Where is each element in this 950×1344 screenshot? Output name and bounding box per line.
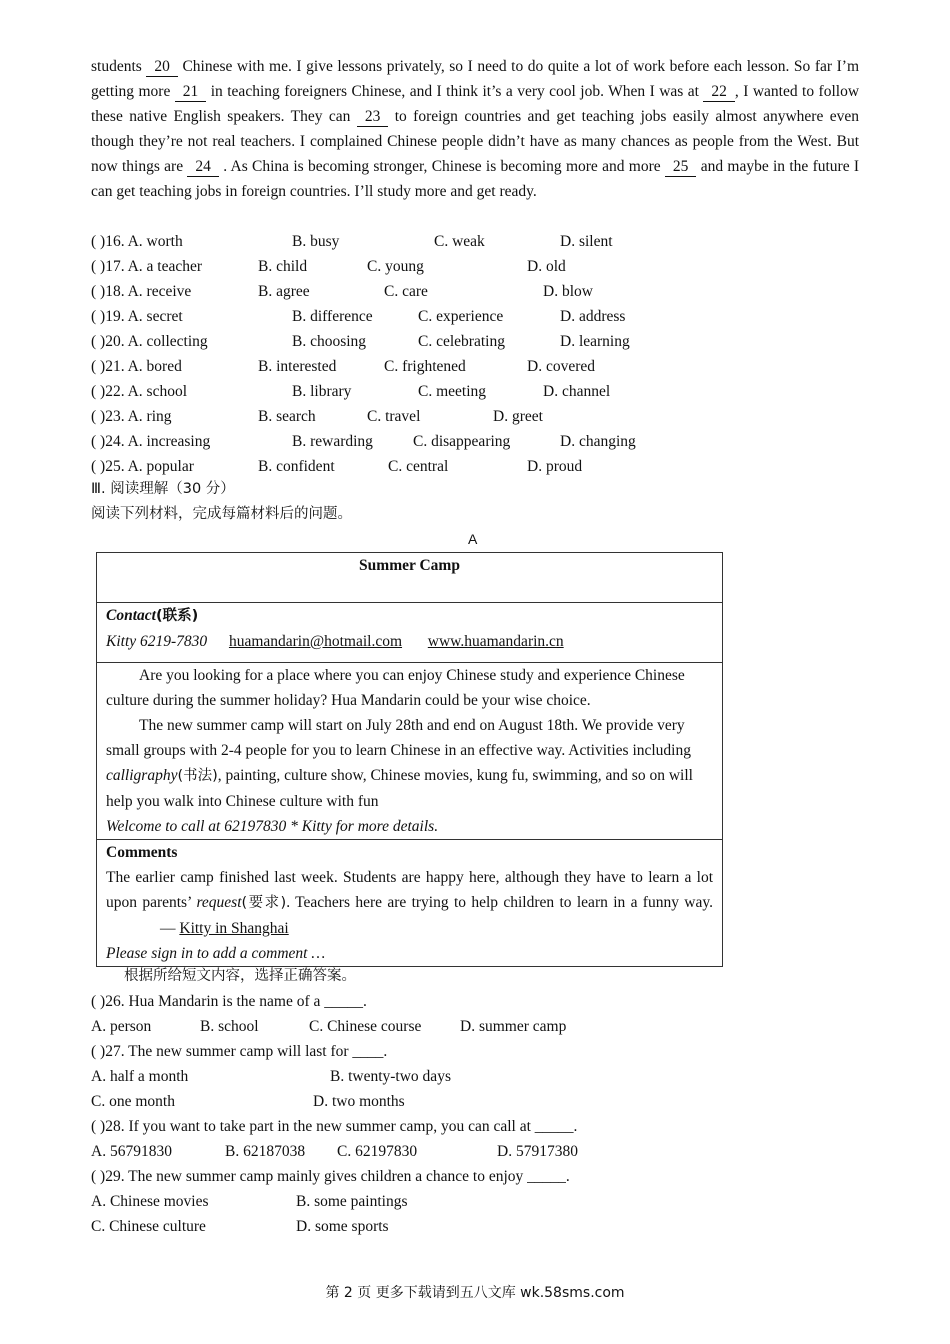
camp-cn-gloss: (书法): [177, 768, 218, 784]
cloze-option-21b[interactable]: B. interested: [258, 358, 337, 375]
comment-body: [106, 865, 713, 941]
cloze-question-23: ( )23. A. ring: [91, 408, 172, 425]
cloze-option-17d[interactable]: D. old: [527, 258, 566, 275]
comment-italic-word: request: [196, 894, 242, 911]
website-link[interactable]: www.huamandarin.cn: [427, 633, 564, 650]
option-26d[interactable]: D. summer camp: [460, 1018, 567, 1035]
cloze-option-22d[interactable]: D. channel: [543, 383, 611, 400]
cloze-option-24b[interactable]: B. rewarding: [292, 433, 373, 450]
camp-description-cell: [97, 663, 723, 840]
cloze-option-23c[interactable]: C. travel: [367, 408, 421, 425]
passage-text: students: [91, 58, 142, 75]
cloze-question-18: ( )18. A. receive: [91, 283, 192, 300]
cloze-question-24: ( )24. A. increasing: [91, 433, 211, 450]
cloze-question-17: ( )17. A. a teacher: [91, 258, 203, 275]
summer-camp-table: [96, 552, 723, 967]
signin-prompt[interactable]: Please sign in to add a comment …: [106, 945, 326, 962]
comment-text: . Teachers here are trying to help children to learn in a funny way.: [286, 894, 713, 911]
contact-name: Kitty 6219-7830: [106, 633, 208, 650]
camp-text: The new summer camp will start on July 28th and end on August 18th. We provide very small groups with 2-4 people for you to learn Chinese in an effective way. Activities including: [106, 717, 691, 759]
cloze-question-19: ( )19. A. secret: [91, 308, 183, 325]
cloze-option-19c[interactable]: C. experience: [418, 308, 504, 325]
cloze-question-22: ( )22. A. school: [91, 383, 188, 400]
cloze-question-16: ( )16. A. worth: [91, 233, 183, 250]
option-28c[interactable]: C. 62197830: [337, 1143, 418, 1160]
contact-label: Contact: [106, 607, 156, 624]
cloze-option-21d[interactable]: D. covered: [527, 358, 595, 375]
passage-text: Chinese with me. I give lessons privately, so I need to do quite a lot of work before each lesson. So far I’m getting more: [91, 58, 860, 100]
question-26: ( )26. Hua Mandarin is the name of a _____.: [91, 993, 367, 1010]
question-27: ( )27. The new summer camp will last for ____.: [91, 1043, 388, 1060]
passage-text: . As China is becoming stronger, Chinese is becoming more and more: [223, 158, 661, 175]
comments-cell: [97, 840, 723, 967]
blank-25: 25: [665, 158, 697, 177]
cloze-option-19b[interactable]: B. difference: [292, 308, 373, 325]
cloze-question-20: ( )20. A. collecting: [91, 333, 208, 350]
part-label: A: [468, 531, 478, 547]
camp-welcome: Welcome to call at 62197830 * Kitty for more details.: [106, 818, 439, 835]
option-28a[interactable]: A. 56791830: [91, 1143, 172, 1160]
option-28b[interactable]: B. 62187038: [225, 1143, 306, 1160]
blank-22: 22: [703, 83, 735, 102]
cloze-option-24c[interactable]: C. disappearing: [413, 433, 511, 450]
cloze-option-23d[interactable]: D. greet: [493, 408, 543, 425]
camp-title-cell: [97, 553, 723, 603]
cloze-option-16c[interactable]: C. weak: [434, 233, 485, 250]
cloze-question-21: ( )21. A. bored: [91, 358, 182, 375]
cloze-option-20c[interactable]: C. celebrating: [418, 333, 505, 350]
comment-author-link[interactable]: Kitty in Shanghai: [179, 920, 289, 937]
contact-cell: [97, 603, 723, 663]
blank-20: 20: [146, 58, 178, 77]
option-29d[interactable]: D. some sports: [296, 1218, 389, 1235]
cloze-option-18d[interactable]: D. blow: [543, 283, 593, 300]
option-26a[interactable]: A. person: [91, 1018, 152, 1035]
option-29b[interactable]: B. some paintings: [296, 1193, 408, 1210]
passage-text: in teaching foreigners Chinese, and I think it’s a very cool job. When I was at: [210, 83, 699, 100]
cloze-option-22c[interactable]: C. meeting: [418, 383, 487, 400]
cloze-option-17c[interactable]: C. young: [367, 258, 424, 275]
cloze-passage: [91, 54, 859, 204]
camp-title: Summer Camp: [359, 557, 460, 574]
cloze-option-20b[interactable]: B. choosing: [292, 333, 367, 350]
cloze-option-21c[interactable]: C. frightened: [384, 358, 466, 375]
cloze-option-18c[interactable]: C. care: [384, 283, 428, 300]
page-footer: 第 2 页 更多下载请到五八文库 wk.58sms.com: [325, 1285, 625, 1301]
option-26c[interactable]: C. Chinese course: [309, 1018, 422, 1035]
passage-text: and maybe in the future I can get teaching jobs in foreign countries. I’ll study more and get ready.: [91, 158, 860, 200]
question-28: ( )28. If you want to take part in the new summer camp, you can call at _____.: [91, 1118, 578, 1135]
cloze-option-17b[interactable]: B. child: [258, 258, 308, 275]
cloze-option-18b[interactable]: B. agree: [258, 283, 310, 300]
cloze-option-16d[interactable]: D. silent: [560, 233, 613, 250]
option-27b[interactable]: B. twenty-two days: [330, 1068, 451, 1085]
passage-text: , I wanted to follow these native English speakers. They can: [91, 83, 860, 125]
question-29: ( )29. The new summer camp mainly gives children a chance to enjoy _____.: [91, 1168, 570, 1185]
section-heading: Ⅲ. 阅读理解（30 分）: [91, 481, 235, 497]
cloze-option-25d[interactable]: D. proud: [527, 458, 583, 475]
blank-23: 23: [357, 108, 389, 127]
comment-cn-gloss: (要求): [241, 895, 287, 911]
cloze-option-23b[interactable]: B. search: [258, 408, 316, 425]
camp-paragraph-1: Are you looking for a place where you can enjoy Chinese study and experience Chinese culture during the summer holiday? Hua Mandarin could be your wise choice.: [106, 667, 685, 709]
cloze-option-16b[interactable]: B. busy: [292, 233, 340, 250]
cloze-option-20d[interactable]: D. learning: [560, 333, 630, 350]
questions-intro: 根据所给短文内容，选择正确答案。: [124, 968, 356, 984]
camp-text: , painting, culture show, Chinese movies, kung fu, swimming, and so on will help you walk into Chinese culture with fun: [106, 767, 693, 810]
option-29a[interactable]: A. Chinese movies: [91, 1193, 209, 1210]
cloze-option-19d[interactable]: D. address: [560, 308, 626, 325]
contact-label-cn: (联系): [155, 608, 199, 624]
cloze-option-22b[interactable]: B. library: [292, 383, 352, 400]
cloze-option-25b[interactable]: B. confident: [258, 458, 335, 475]
email-link[interactable]: huamandarin@hotmail.com: [228, 633, 403, 650]
option-29c[interactable]: C. Chinese culture: [91, 1218, 206, 1235]
option-28d[interactable]: D. 57917380: [497, 1143, 578, 1160]
option-27d[interactable]: D. two months: [313, 1093, 405, 1110]
comment-dash: —: [160, 920, 176, 937]
camp-italic-word: calligraphy: [106, 767, 178, 784]
blank-21: 21: [175, 83, 207, 102]
cloze-option-25c[interactable]: C. central: [388, 458, 449, 475]
camp-paragraph-2: [106, 713, 713, 814]
comments-label: Comments: [106, 844, 178, 861]
section-instruction: 阅读下列材料，完成每篇材料后的问题。: [91, 506, 352, 522]
option-27c[interactable]: C. one month: [91, 1093, 175, 1110]
option-26b[interactable]: B. school: [200, 1018, 259, 1035]
cloze-option-24d[interactable]: D. changing: [560, 433, 636, 450]
comment-text: The earlier camp finished last week. Students are happy here, although they have to learn a lot upon parents’: [106, 869, 713, 911]
option-27a[interactable]: A. half a month: [91, 1068, 189, 1085]
passage-text: to foreign countries and get teaching jobs easily almost anywhere even though they’re not real teachers. I complained Chinese people didn’t have as many chances as people from the West. But now things are: [91, 108, 860, 175]
blank-24: 24: [187, 158, 219, 177]
cloze-question-25: ( )25. A. popular: [91, 458, 194, 475]
